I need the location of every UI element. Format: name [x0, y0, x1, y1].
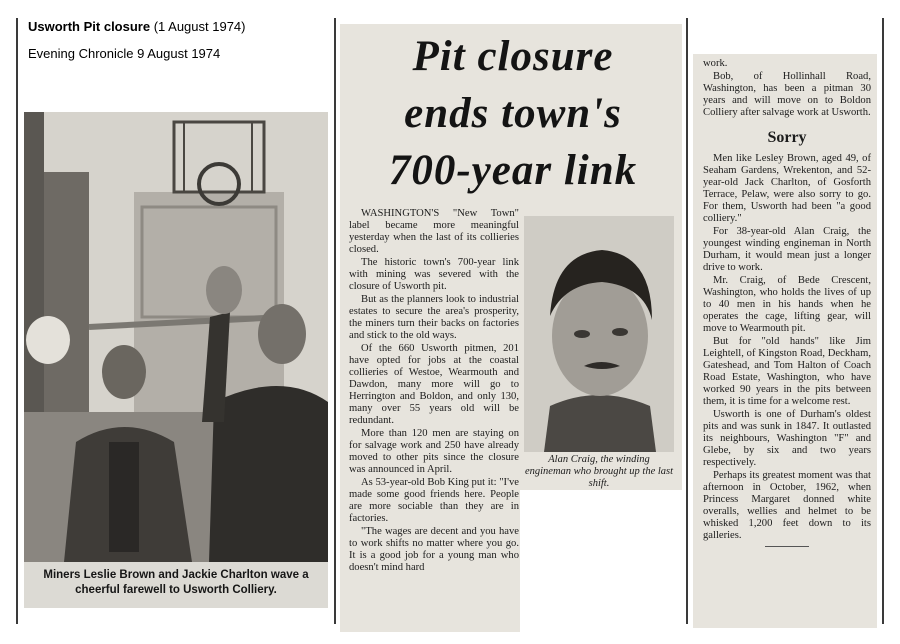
clipping-cutout	[520, 490, 682, 632]
page-header	[28, 18, 318, 62]
header-source: Evening Chronicle 9 August 1974	[28, 46, 221, 61]
end-rule	[765, 546, 809, 547]
headline-line: Pit closure	[412, 33, 614, 80]
column-divider-right	[686, 18, 688, 624]
article-paragraph: But for "old hands" like Jim Leightell, of Kingston Road, Deckham, Gateshead, and Tom Halton of Coach Road Estate, Washington, who have worked 90 years in the pits between them, it is time for a welcome rest.	[703, 336, 871, 407]
continuation-clipping	[693, 54, 877, 628]
header-title: Usworth Pit closure	[28, 19, 151, 34]
headline-line: 700-year link	[388, 147, 638, 194]
photo-caption: Miners Leslie Brown and Jackie Charlton wave a cheerful farewell to Usworth Colliery.	[43, 569, 309, 596]
photo-clipping	[24, 112, 328, 608]
column-divider-middle	[334, 18, 336, 624]
subheading: Sorry	[767, 129, 807, 146]
column-divider-far-right	[882, 18, 884, 624]
article-paragraph: Perhaps its greatest moment was that afternoon in October, 1962, when Princess Margaret donned white overalls, wellies and helmet to be whisked 1,200 feet down to its galleries.	[703, 470, 871, 541]
miners-photo	[24, 112, 328, 562]
column-divider-left	[16, 18, 18, 624]
article-paragraph: As 53-year-old Bob King put it: "I've made some good friends here. People are more sociable than they are in factories.	[349, 477, 519, 524]
article-paragraph: For 38-year-old Alan Craig, the youngest winding engineman in North Durham, it would mean just a longer drive to work.	[703, 226, 871, 273]
header-title-line	[28, 18, 318, 35]
article-paragraph: Mr. Craig, of Bede Crescent, Washington, who holds the lives of up to 40 men in his hands when he operates the cage, lifting gear, will move to Wearmouth pit.	[703, 275, 871, 334]
article-paragraph: The historic town's 700-year link with mining was severed with the closure of Usworth pit.	[349, 257, 519, 292]
article-paragraph: But as the planners look to industrial estates to secure the area's prosperity, the miners turn their backs on factories and stick to the old ways.	[349, 294, 519, 341]
article-paragraph: Men like Lesley Brown, aged 49, of Seaham Gardens, Wrekenton, and 52-year-old Jack Charlton, of Gosforth Terrace, Pelaw, were also sorry to go. For them, Usworth had been "a good colliery."	[703, 153, 871, 224]
article-paragraph: More than 120 men are staying on for salvage work and 250 have already moved to other pits since the closure was announced in April.	[349, 428, 519, 475]
article-paragraph: WASHINGTON'S "New Town" label became more meaningful yesterday when the last of its collieries closed.	[349, 208, 519, 255]
headline	[350, 28, 676, 199]
headline-line: ends town's	[404, 90, 622, 137]
article-paragraph: Of the 660 Usworth pitmen, 201 have opted for jobs at the coastal collieries of Westoe, Wearmouth and Dawdon, many more will go to Herrington and Boldon, and only 130, many over 55 years old will be redundant.	[349, 343, 519, 426]
article-paragraph: "The wages are decent and you have to work shifts no matter where you go. It is a good job for a young man who doesn't mind hard	[349, 526, 519, 573]
portrait-caption: Alan Craig, the winding engineman who brought up the last shift.	[524, 454, 674, 489]
header-date: (1 August 1974)	[153, 19, 246, 34]
article-body	[349, 208, 519, 575]
article-paragraph: Bob, of Hollinhall Road, Washington, has been a pitman 30 years and will move on to Boldon Colliery after salvage work at Usworth.	[703, 71, 871, 118]
article-clipping	[340, 24, 682, 632]
article-paragraph: Usworth is one of Durham's oldest pits and was sunk in 1847. It outlasted its neighbours, Washington "F" and Glebe, by six and two years respectively.	[703, 409, 871, 468]
continuation-lead: work.	[703, 58, 728, 69]
portrait-photo	[524, 216, 674, 452]
